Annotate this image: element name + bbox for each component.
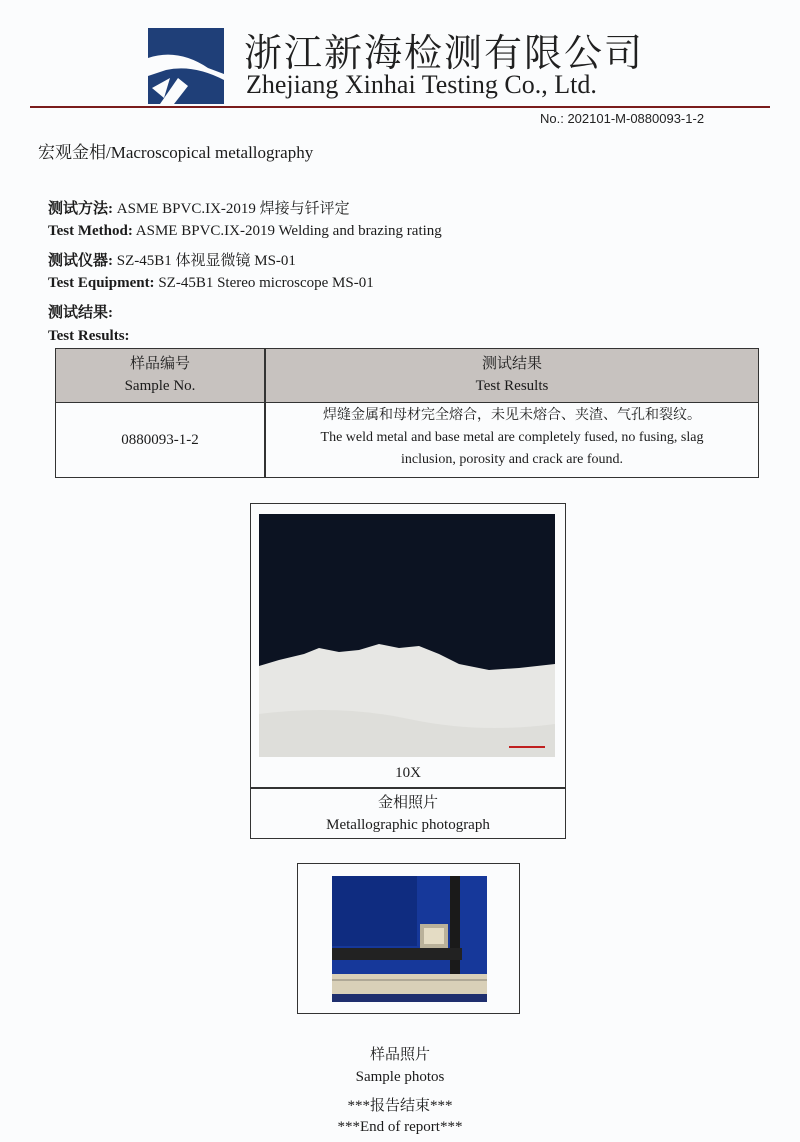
test-method-cn-label: 测试方法: <box>48 201 113 217</box>
metallographic-photo-box <box>250 503 566 839</box>
sample-caption-cn: 样品照片 <box>369 1047 430 1063</box>
sample-image <box>332 876 487 1002</box>
test-method-cn <box>48 197 350 218</box>
sample-caption-en: Sample photos <box>355 1069 445 1085</box>
company-logo <box>148 28 224 104</box>
header-sample-no <box>56 353 264 397</box>
metallographic-caption-cn: 金相照片 <box>377 795 438 811</box>
header-test-results <box>266 353 758 397</box>
header-sample-no-cn: 样品编号 <box>129 356 190 372</box>
test-results-cn <box>48 301 113 322</box>
metallographic-caption <box>251 792 565 836</box>
result-text-en-1: The weld metal and base metal are completely fused, no fusing, slag <box>320 430 704 445</box>
company-name-en: Zhejiang Xinhai Testing Co., Ltd. <box>246 70 597 99</box>
end-of-report-en: ***End of report*** <box>337 1119 463 1135</box>
test-method-en-value: ASME BPVC.IX-2019 Welding and brazing rating <box>135 223 442 239</box>
test-method-en-label: Test Method: <box>48 223 133 239</box>
test-equipment-cn <box>48 249 296 270</box>
test-equipment-cn-label: 测试仪器: <box>48 253 113 269</box>
test-equipment-en-label: Test Equipment: <box>48 275 155 291</box>
header-test-results-cn: 测试结果 <box>481 356 542 372</box>
metallographic-image <box>259 514 555 757</box>
magnification-label: 10X <box>395 765 421 781</box>
header-test-results-en: Test Results <box>475 378 549 394</box>
result-text-en-2: inclusion, porosity and crack are found. <box>401 452 623 467</box>
result-cell <box>266 405 758 471</box>
test-equipment-cn-value: SZ-45B1 体视显微镜 MS-01 <box>116 253 296 269</box>
company-name-cn: 浙江新海检测有限公司 <box>244 31 645 75</box>
header-sample-no-en: Sample No. <box>124 378 196 394</box>
sample-number-cell: 0880093-1-2 <box>121 432 199 448</box>
report-number: No.: 202101-M-0880093-1-2 <box>540 111 705 126</box>
test-results-en <box>48 328 130 345</box>
test-results-en-label: Test Results: <box>48 328 130 344</box>
sample-photo-box <box>297 863 520 1014</box>
test-equipment-en-value: SZ-45B1 Stereo microscope MS-01 <box>158 275 374 291</box>
header-rule <box>30 106 770 108</box>
photo-box-divider <box>251 787 565 789</box>
test-results-cn-label: 测试结果: <box>48 305 113 321</box>
end-of-report-cn: ***报告结束*** <box>347 1098 453 1114</box>
section-title: 宏观金相/Macroscopical metallography <box>38 143 314 162</box>
test-equipment-en <box>48 275 374 292</box>
test-method-en <box>48 223 442 240</box>
metallographic-caption-en: Metallographic photograph <box>326 817 490 833</box>
result-text-cn: 焊缝金属和母材完全熔合，未见未熔合、夹渣、气孔和裂纹。 <box>323 408 701 423</box>
results-table <box>55 348 759 478</box>
test-method-cn-value: ASME BPVC.IX-2019 焊接与钎评定 <box>116 201 350 217</box>
